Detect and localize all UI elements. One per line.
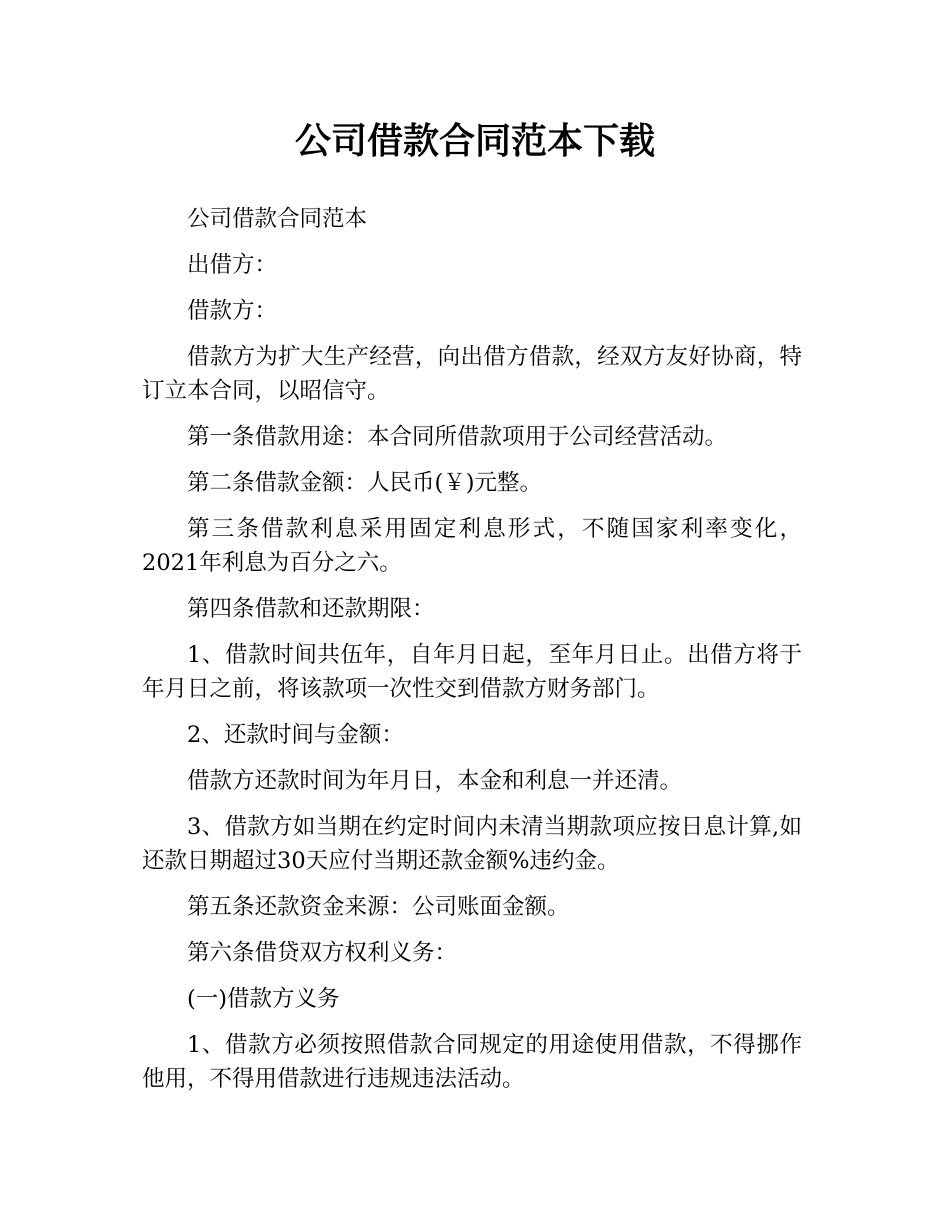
paragraph-article-2: 第二条借款金额：人民币(￥)元整。 bbox=[187, 470, 543, 496]
paragraph-article-3: 第三条借款利息采用固定利息形式，不随国家利率变化，2021年利息为百分之六。 bbox=[142, 516, 802, 576]
document-title: 公司借款合同范本下载 bbox=[294, 121, 655, 162]
paragraph-repayment: 借款方还款时间为年月日，本金和利息一并还清。 bbox=[187, 768, 683, 794]
document-body bbox=[142, 202, 802, 1108]
paragraph-article-6: 第六条借贷双方权利义务： bbox=[187, 940, 458, 966]
paragraph-section-1: (一)借款方义务 bbox=[187, 986, 340, 1012]
paragraph-clause-6-1: 1、借款方必须按照借款合同规定的用途使用借款，不得挪作他用，不得用借款进行违规违法活动。 bbox=[142, 1032, 802, 1092]
paragraph-preamble: 借款方为扩大生产经营，向出借方借款，经双方友好协商，特订立本合同，以昭信守。 bbox=[142, 344, 802, 404]
paragraph-clause-4-3: 3、借款方如当期在约定时间内未清当期款项应按日息计算,如还款日期超过30天应付当期还款金额%违约金。 bbox=[142, 814, 802, 874]
paragraph-lender: 出借方： bbox=[187, 252, 278, 278]
paragraph-article-5: 第五条还款资金来源：公司账面金额。 bbox=[187, 894, 570, 920]
paragraph-borrower: 借款方： bbox=[187, 298, 278, 324]
paragraph-article-1: 第一条借款用途：本合同所借款项用于公司经营活动。 bbox=[187, 424, 728, 450]
paragraph-heading: 公司借款合同范本 bbox=[187, 206, 368, 232]
paragraph-article-4: 第四条借款和还款期限： bbox=[187, 596, 435, 622]
paragraph-clause-4-1: 1、借款时间共伍年，自年月日起，至年月日止。出借方将于年月日之前，将该款项一次性交到借款方财务部门。 bbox=[142, 642, 802, 702]
paragraph-clause-4-2: 2、还款时间与金额： bbox=[187, 722, 404, 748]
